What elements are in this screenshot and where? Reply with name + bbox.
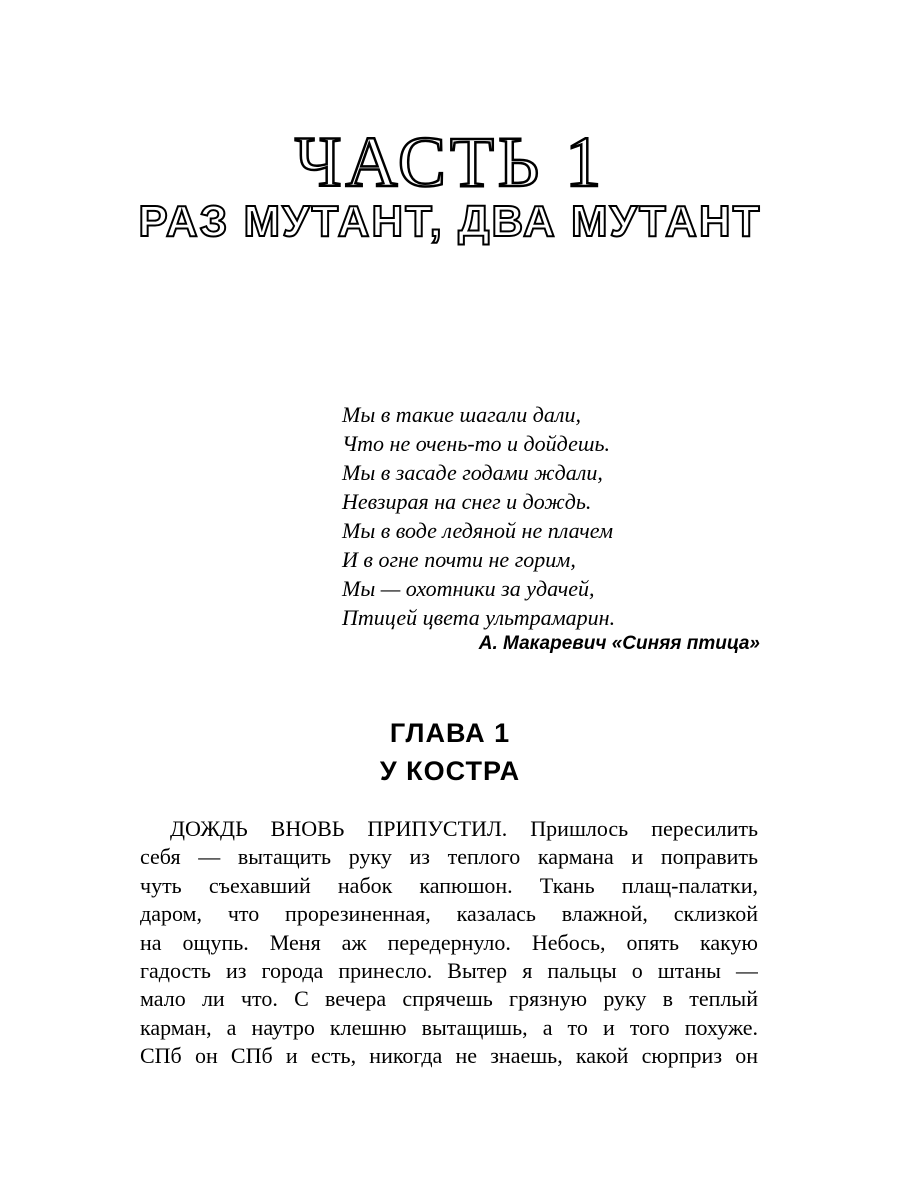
body-line: гадость из города принесло. Вытер я пальцы о штаны — xyxy=(140,957,758,983)
body-line: СПб он СПб и есть, никогда не знаешь, какой сюрприз он xyxy=(140,1043,758,1069)
part-subtitle: РАЗ МУТАНТ, ДВА МУТАНТ xyxy=(138,197,762,246)
body-line: чуть съехавший набок капюшон. Ткань плащ-палатки, xyxy=(140,872,758,898)
body-line: мало ли что. С вечера спрячешь грязную руку в теплый xyxy=(140,986,758,1012)
epigraph-line: И в огне почти не горим, xyxy=(342,547,576,572)
epigraph-line: Мы в воде ледяной не плачем xyxy=(342,518,614,543)
epigraph-line: Мы в такие шагали дали, xyxy=(342,402,581,427)
epigraph-line: Невзирая на снег и дождь. xyxy=(342,489,592,514)
body-line: себя — вытащить руку из теплого кармана и поправить xyxy=(140,844,758,870)
epigraph-line: Мы в засаде годами ждали, xyxy=(342,460,603,485)
part-title: ЧАСТЬ 1 xyxy=(294,122,606,202)
body-line: даром, что прорезиненная, казалась влажной, склизкой xyxy=(140,901,758,927)
chapter-body xyxy=(140,815,758,1071)
chapter-title: У КОСТРА xyxy=(379,756,521,786)
body-line: на ощупь. Меня аж передернуло. Небось, опять какую xyxy=(140,929,758,955)
epigraph-line: Мы — охотники за удачей, xyxy=(342,576,595,601)
epigraph xyxy=(342,400,772,632)
epigraph-line: Птицей цвета ультрамарин. xyxy=(342,605,616,630)
body-line: карман, а наутро клешню вытащишь, а то и того похуже. xyxy=(140,1014,758,1040)
epigraph-line: Что не очень-то и дойдешь. xyxy=(342,431,610,456)
epigraph-attribution: А. Макаревич «Синяя птица» xyxy=(478,633,760,654)
chapter-number: ГЛАВА 1 xyxy=(389,718,511,748)
body-line: ДОЖДЬ ВНОВЬ ПРИПУСТИЛ. Пришлось пересилить xyxy=(170,816,758,841)
